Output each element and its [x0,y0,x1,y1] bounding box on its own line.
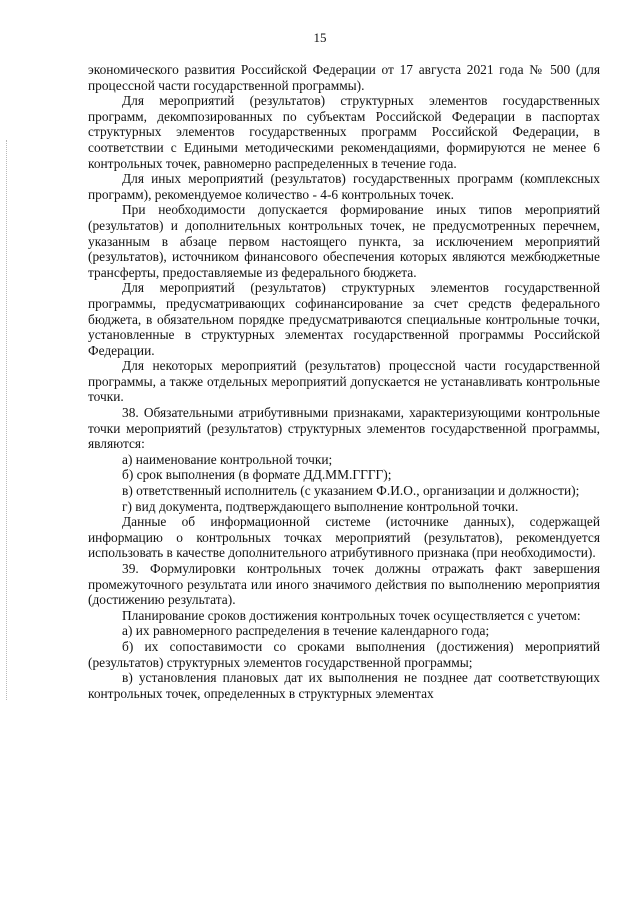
list-item: а) их равномерного распределения в течение календарного года; [122,623,490,639]
list-item: б) срок выполнения (в формате ДД.ММ.ГГГГ); [122,467,392,483]
margin-dotted-line [6,140,8,700]
paragraph: Для иных мероприятий (результатов) государственных программ (комплексных программ), рекомендуемое количество - 4-6 контрольных точек. [88,171,600,202]
list-item: в) ответственный исполнитель (с указанием Ф.И.О., организации и должности); [122,483,580,499]
list-item: г) вид документа, подтверждающего выполнение контрольной точки. [122,498,519,514]
paragraph: Для мероприятий (результатов) структурных элементов государственных программ, декомпозированных по субъектам Российской Федерации в паспортах структурных элементов государственных программ Российской Федерации, в соответствии с Едиными методическими рекомендациями, формируются не менее 6 контрольных точек, равномерно распределенных в течение года. [88,93,600,171]
paragraph: Планирование сроков достижения контрольных точек осуществляется с учетом: [122,607,581,623]
document-body [88,62,600,701]
paragraph: Данные об информационной системе (источнике данных), содержащей информацию о контрольных точках мероприятий (результатов), рекомендуется использовать в качестве дополнительного атрибутивного признака (при необходимости). [88,514,600,561]
paragraph-item-38: 38. Обязательными атрибутивными признаками, характеризующими контрольные точки мероприятий (результатов) структурных элементов государственной программы, являются: [88,405,600,452]
paragraph: Для мероприятий (результатов) структурных элементов государственной программы, предусматривающих софинансирование за счет средств федерального бюджета, в обязательном порядке предусматриваются специальные контрольные точки, установленные в структурных элементах государственной программы Российской Федерации. [88,280,600,358]
list-item: а) наименование контрольной точки; [122,451,333,467]
paragraph-continuation: экономического развития Российской Федерации от 17 августа 2021 года № 500 (для процессной части государственной программы). [88,62,600,93]
list-item: б) их сопоставимости со сроками выполнения (достижения) мероприятий (результатов) структурных элементов государственной программы; [88,638,600,670]
page-number: 15 [313,30,327,45]
paragraph: При необходимости допускается формирование иных типов мероприятий (результатов) и дополнительных контрольных точек, не предусмотренных перечнем, указанным в абзаце первом настоящего пункта, за исключением мероприятий (результатов), источником финансового обеспечения которых являются межбюджетные трансферты, предоставляемые из федерального бюджета. [88,202,600,280]
paragraph: Для некоторых мероприятий (результатов) процессной части государственной программы, а также отдельных мероприятий допускается не устанавливать контрольные точки. [88,358,600,405]
paragraph-item-39: 39. Формулировки контрольных точек должны отражать факт завершения промежуточного результата или иного значимого действия по выполнению мероприятия (достижению результата). [88,561,600,608]
list-item: в) установления плановых дат их выполнения не позднее дат соответствующих контрольных точек, определенных в структурных элементах [88,670,600,701]
